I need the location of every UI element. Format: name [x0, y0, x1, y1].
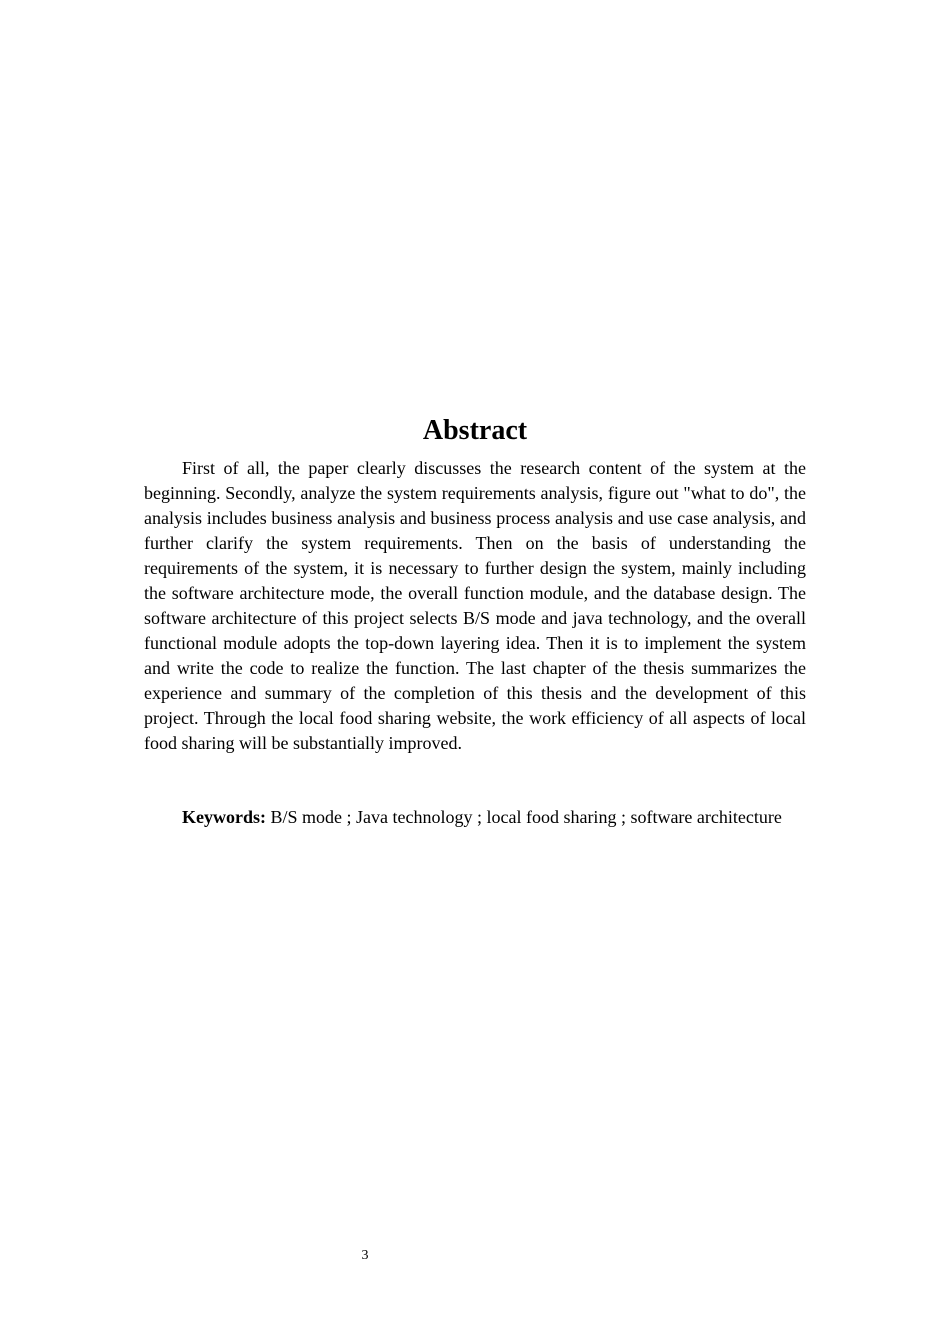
abstract-title: Abstract — [422, 415, 528, 446]
page-number: 3 — [361, 1248, 369, 1263]
abstract-section — [144, 414, 806, 848]
keywords-line — [144, 805, 806, 830]
keywords-label: Keywords: — [182, 807, 266, 827]
abstract-paragraph: First of all, the paper clearly discusses the research content of the system at the beginning. Secondly, analyze the system requirements analysis, figure out "what to do", the analysis includes business analysis and business process analysis and use case analysis, and further clarify the system requirements. Then on the basis of understanding the requirements of the system, it is necessary to further design the system, mainly including the software architecture mode, the overall function module, and the database design. The software architecture of this project selects B/S mode and java technology, and the overall functional module adopts the top-down layering idea. Then it is to implement the system and write the code to realize the function. The last chapter of the thesis summarizes the experience and summary of the completion of this thesis and the development of this project. Through the local food sharing website, the work efficiency of all aspects of local food sharing will be substantially improved. — [144, 458, 806, 753]
keywords-list: B/S mode ; Java technology ; local food sharing ; software architecture — [266, 807, 782, 827]
